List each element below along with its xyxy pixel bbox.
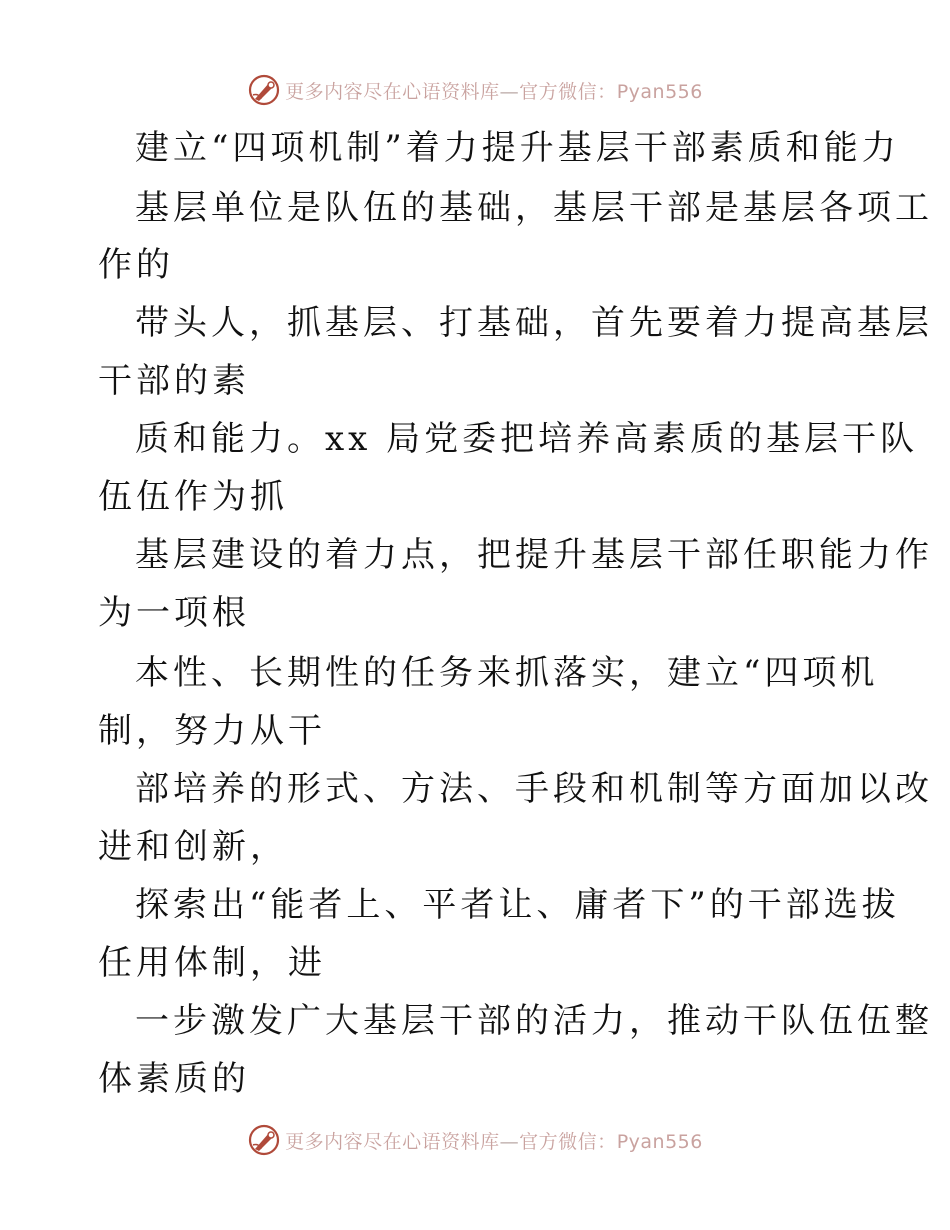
paragraph-line: 带头人，抓基层、打基础，首先要着力提高基层: [135, 303, 933, 343]
paragraph-line: 体素质的: [98, 1059, 250, 1099]
paragraph-line: 基层单位是队伍的基础，基层干部是基层各项工: [135, 188, 933, 228]
paragraph-line: 作的: [98, 245, 174, 285]
footer-banner-main: 更多内容尽在心语资料库: [285, 1130, 500, 1153]
paragraph-line: 进和创新，: [98, 827, 288, 867]
footer-banner-contact: 官方微信：: [519, 1130, 617, 1153]
header-banner-id: Pyan556: [616, 80, 703, 103]
header-banner-contact: 官方微信：: [519, 80, 617, 103]
paragraph-line: 一步激发广大基层干部的活力，推动干队伍伍整: [135, 1001, 933, 1041]
paragraph-line: 本性、长期性的任务来抓落实，建立“四项机: [135, 653, 879, 693]
paragraph-line: 探索出“能者上、平者让、庸者下”的干部选拔: [135, 885, 900, 925]
paragraph-line: 为一项根: [98, 593, 250, 633]
paragraph-line: 任用体制，进: [98, 943, 326, 983]
paragraph-line: 基层建设的着力点，把提升基层干部任职能力作: [135, 535, 933, 575]
footer-banner-text: [285, 1127, 703, 1154]
document-title: 建立“四项机制”着力提升基层干部素质和能力: [135, 128, 900, 168]
pen-logo-icon: [247, 73, 281, 107]
paragraph-line: 部培养的形式、方法、手段和机制等方面加以改: [135, 769, 933, 809]
footer-banner-separator: —: [499, 1130, 520, 1153]
paragraph-line: 质和能力。xx 局党委把培养高素质的基层干队: [135, 419, 919, 459]
footer-banner-id: Pyan556: [616, 1130, 703, 1153]
paragraph-line: 干部的素: [98, 361, 250, 401]
pen-logo-icon: [247, 1123, 281, 1157]
header-banner-separator: —: [499, 80, 520, 103]
paragraph-line: 伍伍作为抓: [98, 477, 288, 517]
paragraph-line: 制，努力从干: [98, 711, 326, 751]
header-banner-main: 更多内容尽在心语资料库: [285, 80, 500, 103]
footer-watermark-banner: [0, 1120, 950, 1160]
header-watermark-banner: [0, 70, 950, 110]
header-banner-text: [285, 77, 703, 104]
